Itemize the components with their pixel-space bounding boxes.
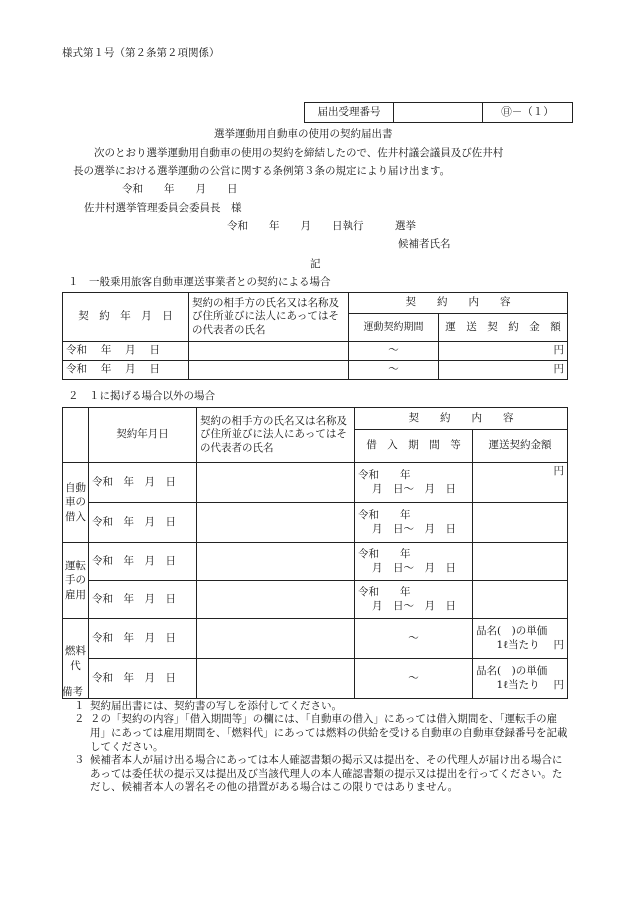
period-range: 月 日～ 月 日 — [372, 599, 456, 612]
s1-row2-period[interactable]: ～ — [349, 361, 439, 380]
intro-line-1: 次のとおり選挙運動用自動車の使用の契約を締結したので、佐井村議会議員及び佐井村 — [94, 147, 504, 159]
s1-row1-date: 令和 年 月 日 — [63, 342, 189, 361]
s1-header-period: 運動契約期間 — [349, 314, 439, 342]
s2-fuel-row1-period[interactable]: ～ — [355, 619, 473, 659]
candidate-name-label: 候補者氏名 — [398, 238, 451, 250]
s2-car-row2-party[interactable] — [197, 503, 355, 543]
s2-header-party: 契約の相手方の氏名又は名称及び住所並びに法人にあってはその代表者の氏名 — [197, 408, 355, 463]
s2-car-row1-period[interactable] — [355, 463, 473, 503]
s2-driver-row2-party[interactable] — [197, 581, 355, 619]
section1-table — [62, 292, 568, 380]
note-item — [62, 754, 572, 795]
s2-header-contents: 契 約 内 容 — [355, 408, 568, 430]
section1-heading: １ 一般乗用旅客自動車運送事業者との契約による場合 — [68, 276, 331, 288]
period-start: 令和 年 — [358, 585, 411, 598]
s2-fuel-row1-amount[interactable] — [473, 619, 568, 659]
notes — [62, 686, 572, 795]
s2-driver-row2-amount[interactable] — [473, 581, 568, 619]
period-start: 令和 年 — [358, 468, 411, 481]
s2-fuel-row2-date: 令和 年 月 日 — [89, 659, 197, 699]
s1-row2-amount[interactable]: 円 — [439, 361, 568, 380]
s2-car-row2-period[interactable] — [355, 503, 473, 543]
s2-header-date: 契約年月日 — [89, 408, 197, 463]
receipt-number-field[interactable] — [394, 103, 483, 123]
fuel-unit-price: 品名( )の単価 — [476, 664, 548, 677]
section2-table — [62, 407, 568, 699]
s2-driver-row1-period[interactable] — [355, 543, 473, 581]
table-row — [63, 342, 568, 361]
s1-row2-party[interactable] — [189, 361, 349, 380]
s1-row1-period[interactable]: ～ — [349, 342, 439, 361]
s2-car-row1-party[interactable] — [197, 463, 355, 503]
note-item — [62, 713, 572, 754]
s2-header-blank — [63, 408, 89, 463]
s1-header-party: 契約の相手方の氏名又は名称及び住所並びに法人にあってはその代表者の氏名 — [189, 293, 349, 342]
note-text: ２の「契約の内容」「借入期間等」の欄には、「自動車の借入」にあっては借入期間を、「運転手の雇用」にあっては雇用期間を、「燃料代」にあっては燃料の供給を受ける自動車の自動車登録番号を記載してください。 — [90, 713, 568, 753]
s2-driver-row2-date: 令和 年 月 日 — [89, 581, 197, 619]
group-label-driver: 運転手の雇用 — [63, 543, 89, 619]
s1-header-date: 契 約 年 月 日 — [63, 293, 189, 342]
s2-car-row1-date: 令和 年 月 日 — [89, 463, 197, 503]
table-row — [63, 463, 568, 503]
table-row — [63, 581, 568, 619]
addressee: 佐井村選挙管理委員会委員長 様 — [84, 202, 242, 214]
s2-car-row2-amount[interactable] — [473, 503, 568, 543]
period-range: 月 日～ 月 日 — [372, 522, 456, 535]
note-number: ２ — [74, 713, 85, 726]
s2-car-row1-amount[interactable]: 円 — [473, 463, 568, 503]
s2-fuel-row1-date: 令和 年 月 日 — [89, 619, 197, 659]
period-range: 月 日～ 月 日 — [372, 482, 456, 495]
period-start: 令和 年 — [358, 508, 411, 521]
s1-header-amount: 運 送 契 約 金 額 — [439, 314, 568, 342]
receipt-label: 届出受理番号 — [305, 103, 394, 123]
s2-driver-row1-amount[interactable] — [473, 543, 568, 581]
s1-row1-amount[interactable]: 円 — [439, 342, 568, 361]
receipt-table — [304, 102, 573, 123]
fuel-per-liter: 1ℓ当たり 円 — [496, 678, 564, 691]
s2-driver-row2-period[interactable] — [355, 581, 473, 619]
form-id: 様式第１号（第２条第２項関係） — [62, 47, 220, 59]
s1-row1-party[interactable] — [189, 342, 349, 361]
note-number: ３ — [74, 754, 85, 767]
period-range: 月 日～ 月 日 — [372, 561, 456, 574]
s2-header-period: 借 入 期 間 等 — [355, 430, 473, 463]
group-label-fuel: 燃料代 — [63, 619, 89, 699]
table-row — [63, 503, 568, 543]
document-title: 選挙運動用自動車の使用の契約届出書 — [214, 128, 393, 140]
notes-heading: 備考 — [62, 686, 83, 698]
s2-driver-row1-party[interactable] — [197, 543, 355, 581]
ki-marker: 記 — [310, 258, 321, 270]
table-row — [63, 543, 568, 581]
note-text: 契約届出書には、契約書の写しを添付してください。 — [90, 699, 342, 712]
section2-heading: ２ １に掲げる場合以外の場合 — [68, 390, 215, 402]
table-row — [63, 361, 568, 380]
s2-driver-row1-date: 令和 年 月 日 — [89, 543, 197, 581]
fuel-unit-price: 品名( )の単価 — [476, 624, 548, 637]
receipt-code: ㊐－（１） — [483, 103, 573, 123]
s2-fuel-row1-party[interactable] — [197, 619, 355, 659]
s1-row2-date: 令和 年 月 日 — [63, 361, 189, 380]
fuel-per-liter: 1ℓ当たり 円 — [496, 638, 564, 651]
period-start: 令和 年 — [358, 547, 411, 560]
intro-line-2: 長の選挙における選挙運動の公営に関する条例第３条の規定により届け出ます。 — [73, 165, 451, 177]
submission-date: 令和 年 月 日 — [122, 183, 238, 195]
note-number: １ — [74, 699, 85, 712]
note-item — [62, 700, 572, 714]
s2-car-row2-date: 令和 年 月 日 — [89, 503, 197, 543]
s1-header-contents: 契 約 内 容 — [349, 293, 568, 314]
election-line: 令和 年 月 日執行 選挙 — [227, 220, 416, 232]
table-row — [63, 619, 568, 659]
note-text: 候補者本人が届け出る場合にあっては本人確認書類の掲示又は提出を、その代理人が届け出る場合にあっては委任状の提示又は提出及び当該代理人の本人確認書類の提示又は提出を行ってください。ただし、候補者本人の署名その他の措置がある場合はこの限りではありません。 — [90, 754, 563, 794]
s2-header-amount: 運送契約金額 — [473, 430, 568, 463]
group-label-car: 自動車の借入 — [63, 463, 89, 543]
s2-fuel-row2-period[interactable]: ～ — [355, 659, 473, 699]
